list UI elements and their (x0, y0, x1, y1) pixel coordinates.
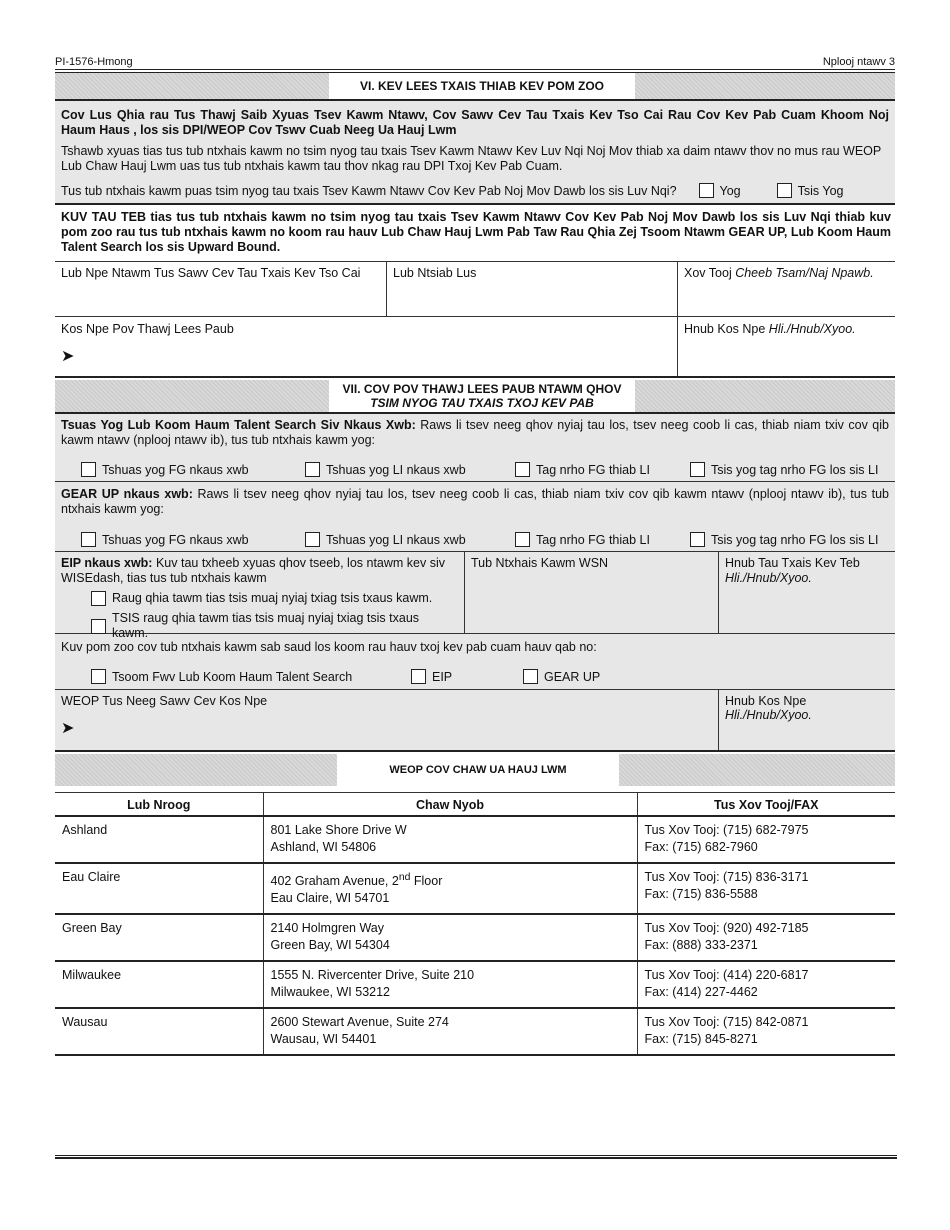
eip-block (55, 552, 465, 640)
table-row (55, 816, 895, 863)
column-header-address: Chaw Nyob (263, 793, 637, 817)
office-address: 2140 Holmgren Way Green Bay, WI 54304 (263, 914, 637, 961)
gear-option-fg[interactable]: Tshuas yog FG nkaus xwb (81, 532, 305, 547)
checkbox[interactable] (690, 532, 705, 547)
agency-info-row (55, 262, 895, 317)
table-row (55, 961, 895, 1008)
checkbox[interactable] (91, 669, 106, 684)
office-phone-fax: Tus Xov Tooj: (715) 836-3171 Fax: (715) 836-5588 (637, 863, 895, 914)
talent-option-fg[interactable]: Tshuas yog FG nkaus xwb (81, 462, 305, 477)
section-6-bar (55, 73, 895, 101)
offices-bar (55, 754, 895, 786)
gear-up-block (55, 482, 895, 552)
offices-table (55, 792, 895, 1056)
eip-option-disadvantaged[interactable]: Raug qhia tawm tias tsis muaj nyiaj txiag tsis txaus kawm. (61, 591, 458, 606)
office-phone-fax: Tus Xov Tooj: (414) 220-6817 Fax: (414) 227-4462 (637, 961, 895, 1008)
table-row (55, 863, 895, 914)
footer-rule (55, 1155, 897, 1159)
checkbox[interactable] (523, 669, 538, 684)
section-7-title: VII. COV POV THAWJ LEES PAUB NTAWM QHOV TSIM NYOG TAU TXAIS TXOJ KEV PAB (329, 380, 635, 412)
checkbox[interactable] (91, 619, 106, 634)
weop-sign-date-field[interactable]: Hnub Kos Npe Hli./Hnub/Xyoo. (725, 694, 812, 722)
checkbox[interactable] (690, 462, 705, 477)
certification-note: KUV TAU TEB tias tus tub ntxhais kawm no tsim nyog tau txais Tsev Kawm Ntawv Cov Kev Pab Noj Mov Dawb los sis Luv Nqi thiab kuv pom zoo rau tus tub ntxhais kawm no koom rau hauv Lub Chaw Hauj Lwm Pab Taw Rau Qhia Zej Tsoom Ntawm GEAR UP, Lub Koom Haum Talent Search los sis Upward Bound. (55, 205, 895, 262)
offices-title: WEOP COV CHAW UA HAUJ LWM (337, 754, 619, 786)
page-number: Nplooj ntawv 3 (822, 56, 895, 68)
section-6-body (55, 101, 895, 205)
eligibility-question-row (55, 174, 895, 205)
section-6-title: VI. KEV LEES TXAIS THIAB KEV POM ZOO (329, 73, 635, 99)
talent-search-text: Tsuas Yog Lub Koom Haum Talent Search Siv Nkaus Xwb: Raws li tsev neeg qhov nyiaj tau los, tsev neeg coob li cas, thiab niam txiv cov qib kawm ntawv (nplooj ntawv ib), tus tub ntxhais kawm yog: (61, 418, 889, 447)
offices-header-row (55, 793, 895, 817)
table-row (55, 1008, 895, 1055)
column-header-phone-fax: Tus Xov Tooj/FAX (637, 793, 895, 817)
office-address: 402 Graham Avenue, 2nd Floor Eau Claire, WI 54701 (263, 863, 637, 914)
section-6-heading: Cov Lus Qhia rau Tus Thawj Saib Xyuas Tsev Kawm Ntawv, Cov Sawv Cev Tau Txais Kev Tso Cai Rau Cov Kev Pab Cuam Khoom Noj Haum Haus , los sis DPI/WEOP Cov Tswv Cuab Neeg Ua Hauj Lwm (61, 108, 889, 137)
section-7-bar (55, 380, 895, 414)
checkbox[interactable] (411, 669, 426, 684)
talent-search-options (55, 448, 895, 481)
office-phone-fax: Tus Xov Tooj: (715) 682-7975 Fax: (715) 682-7960 (637, 816, 895, 863)
checkbox[interactable] (305, 462, 320, 477)
talent-option-neither[interactable]: Tsis yog tag nrho FG los sis LI (690, 462, 878, 477)
table-row (55, 914, 895, 961)
weop-signature-row (55, 690, 895, 752)
gear-up-options (55, 517, 895, 551)
agency-address-field[interactable]: Lub Ntsiab Lus (387, 262, 678, 316)
checkbox[interactable] (515, 532, 530, 547)
office-city: Wausau (55, 1008, 263, 1055)
checkbox[interactable] (305, 532, 320, 547)
agency-name-field[interactable]: Lub Npe Ntawm Tus Sawv Cev Tau Txais Kev Tso Cai (55, 262, 387, 316)
talent-search-block (55, 414, 895, 482)
page-header (55, 56, 895, 69)
eip-row (55, 552, 895, 640)
wsn-field[interactable]: Tub Ntxhais Kawm WSN (465, 552, 719, 633)
office-address: 2600 Stewart Avenue, Suite 274 Wausau, WI 54401 (263, 1008, 637, 1055)
checkbox[interactable] (81, 462, 96, 477)
office-phone-fax: Tus Xov Tooj: (715) 842-0871 Fax: (715) 845-8271 (637, 1008, 895, 1055)
eip-option-not-disadvantaged[interactable]: TSIS raug qhia tawm tias tsis muaj nyiaj txiag tsis txaus kawm. (61, 611, 458, 641)
checkbox[interactable] (91, 591, 106, 606)
weop-signature-field[interactable]: WEOP Tus Neeg Sawv Cev Kos Npe ➤ (55, 690, 719, 750)
program-option-eip[interactable]: EIP (411, 669, 523, 684)
program-option-talent-search[interactable]: Tsoom Fwv Lub Koom Haum Talent Search (91, 669, 411, 684)
gear-option-neither[interactable]: Tsis yog tag nrho FG los sis LI (690, 532, 878, 547)
section-6-instructions: Tshawb xyuas tias tus tub ntxhais kawm no tsim nyog tau txais Tsev Kawm Ntawv Kev Luv Nqi Noj Mov thiab xa daim ntawv thov no mus rau WEOP Lub Chaw Hauj Lwm uas tus tub ntxhais kawm tau thov nkag rau DPI Txoj Kev Pab Cuam. (61, 144, 882, 173)
program-recommendation-block (55, 634, 895, 690)
certifier-signature-field[interactable]: Kos Npe Pov Thawj Lees Paub ➤ (55, 317, 678, 376)
eligible-yes-option[interactable]: Yog (699, 183, 741, 198)
gear-option-fg-li[interactable]: Tag nrho FG thiab LI (515, 532, 690, 547)
certifier-signature-row (55, 317, 895, 378)
gear-option-li[interactable]: Tshuas yog LI nkaus xwb (305, 532, 515, 547)
eligible-yes-checkbox[interactable] (699, 183, 714, 198)
office-city: Eau Claire (55, 863, 263, 914)
office-address: 1555 N. Rivercenter Drive, Suite 210 Milwaukee, WI 53212 (263, 961, 637, 1008)
agency-phone-field[interactable]: Xov Tooj Cheeb Tsam/Naj Npawb. (684, 266, 874, 280)
talent-option-li[interactable]: Tshuas yog LI nkaus xwb (305, 462, 515, 477)
gear-up-text: GEAR UP nkaus xwb: Raws li tsev neeg qhov nyiaj tau los, tsev neeg coob li cas, thiab niam txiv cov qib kawm ntawv (nplooj ntawv ib), tus tub ntxhais kawm yog: (61, 487, 889, 516)
program-options (55, 654, 895, 684)
answer-date-field[interactable]: Hnub Tau Txais Kev Teb Hli./Hnub/Xyoo. (725, 556, 860, 585)
signature-arrow-icon: ➤ (61, 348, 75, 365)
signature-arrow-icon: ➤ (61, 720, 75, 737)
program-option-gear-up[interactable]: GEAR UP (523, 669, 600, 684)
certifier-date-field[interactable]: Hnub Kos Npe Hli./Hnub/Xyoo. (684, 322, 856, 336)
eligibility-question: Tus tub ntxhais kawm puas tsim nyog tau txais Tsev Kawm Ntawv Cov Kev Pab Noj Mov Dawb los sis Luv Nqi? (61, 183, 677, 198)
office-city: Green Bay (55, 914, 263, 961)
recommend-text: Kuv pom zoo cov tub ntxhais kawm sab saud los koom rau hauv txoj kev pab cuam hauv qab no: (61, 640, 597, 654)
checkbox[interactable] (81, 532, 96, 547)
office-city: Ashland (55, 816, 263, 863)
form-id: PI-1576-Hmong (55, 56, 133, 68)
office-address: 801 Lake Shore Drive W Ashland, WI 54806 (263, 816, 637, 863)
office-city: Milwaukee (55, 961, 263, 1008)
checkbox[interactable] (515, 462, 530, 477)
column-header-city: Lub Nroog (55, 793, 263, 817)
office-phone-fax: Tus Xov Tooj: (920) 492-7185 Fax: (888) 333-2371 (637, 914, 895, 961)
form-page (55, 56, 895, 1056)
eligible-no-option[interactable]: Tsis Yog (777, 183, 844, 198)
talent-option-fg-li[interactable]: Tag nrho FG thiab LI (515, 462, 690, 477)
eip-text: EIP nkaus xwb: Kuv tau txheeb xyuas qhov tseeb, los ntawm kev siv WISEdash, tias tus tub ntxhais kawm (61, 556, 445, 585)
eligible-no-checkbox[interactable] (777, 183, 792, 198)
